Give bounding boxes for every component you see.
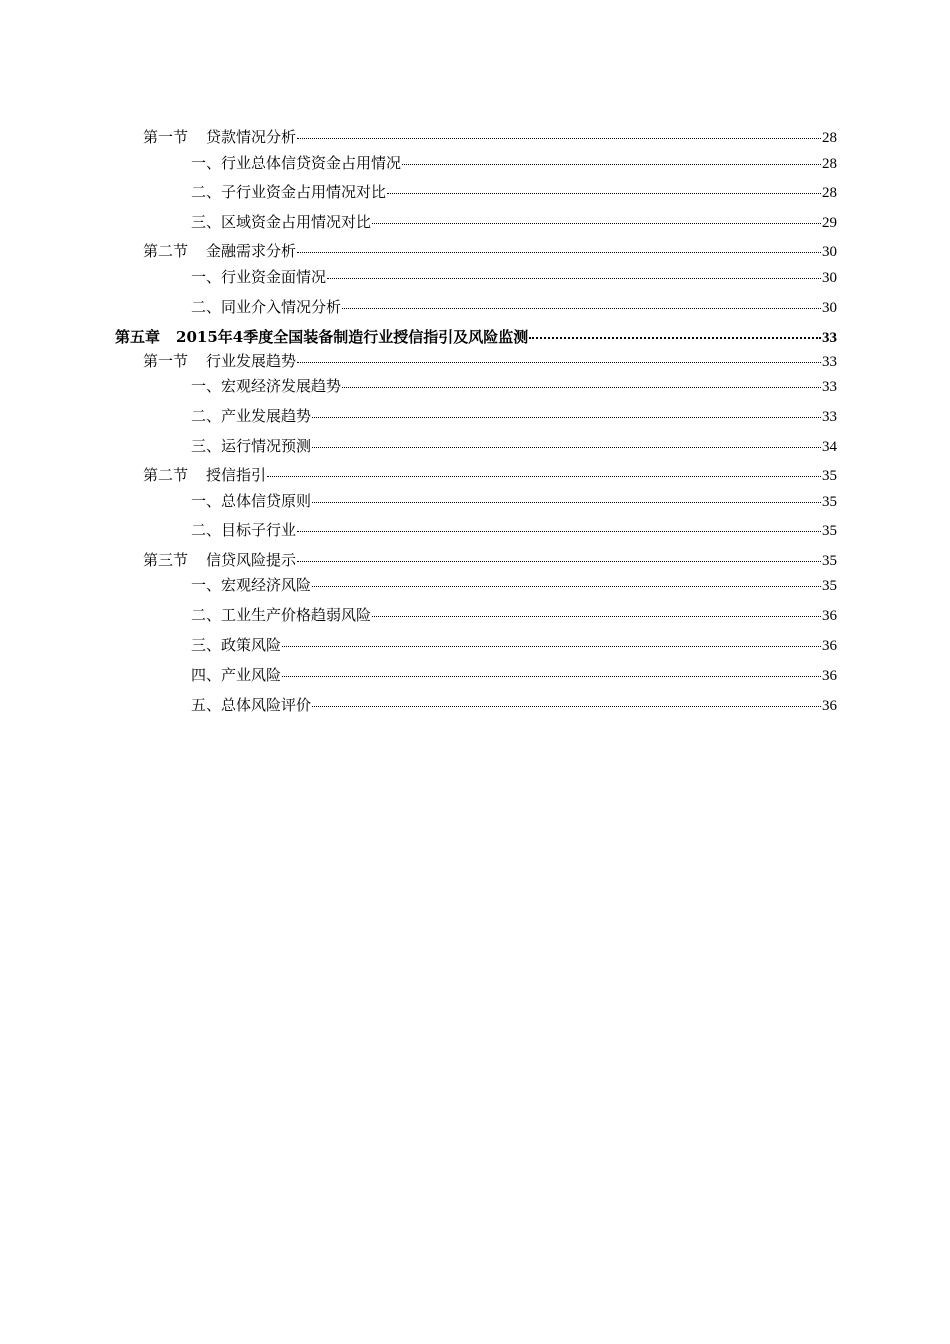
toc-entry-title: 一、总体信贷原则 xyxy=(191,492,312,510)
toc-entry[interactable] xyxy=(191,212,837,233)
toc-entry-title: 2015年4季度全国装备制造行业授信指引及风险监测 xyxy=(176,328,529,346)
toc-entry[interactable] xyxy=(191,575,837,596)
toc-entry-number: 第一节 xyxy=(143,128,189,146)
dot-leader xyxy=(387,193,821,194)
toc-entry-title: 二、产业发展趋势 xyxy=(191,407,312,425)
dot-leader xyxy=(282,646,821,647)
toc-entry-page: 36 xyxy=(822,638,837,654)
dot-leader xyxy=(529,337,821,339)
dot-leader xyxy=(312,706,821,707)
toc-entry-title: 四、产业风险 xyxy=(191,666,282,684)
toc-entry-title: 三、运行情况预测 xyxy=(191,437,312,455)
toc-entry[interactable] xyxy=(191,297,837,318)
toc-entry-title: 金融需求分析 xyxy=(206,242,297,260)
toc-entry-title: 一、行业总体信贷资金占用情况 xyxy=(191,154,402,172)
toc-entry[interactable] xyxy=(143,351,837,372)
toc-entry[interactable] xyxy=(143,127,837,148)
toc-entry[interactable] xyxy=(191,376,837,397)
toc-entry-title: 一、宏观经济风险 xyxy=(191,576,312,594)
dot-leader xyxy=(267,476,821,477)
toc-entry[interactable] xyxy=(143,241,837,262)
dot-leader xyxy=(312,447,821,448)
toc-chapter-entry[interactable] xyxy=(115,327,837,348)
dot-leader xyxy=(342,308,821,309)
toc-entry[interactable] xyxy=(191,406,837,427)
dot-leader xyxy=(327,278,821,279)
toc-entry[interactable] xyxy=(191,153,837,174)
toc-entry-page: 36 xyxy=(822,698,837,714)
toc-entry-title: 行业发展趋势 xyxy=(206,352,297,370)
toc-entry-label xyxy=(143,127,296,147)
toc-entry-number: 第三节 xyxy=(143,551,189,569)
dot-leader xyxy=(297,138,821,139)
toc-entry-title: 一、宏观经济发展趋势 xyxy=(191,377,342,395)
toc-entry[interactable] xyxy=(191,635,837,656)
toc-entry-page: 36 xyxy=(822,668,837,684)
toc-entry-page: 33 xyxy=(822,409,837,425)
dot-leader xyxy=(297,362,821,363)
toc-entry-label xyxy=(143,465,266,485)
toc-entry-page: 30 xyxy=(822,300,837,316)
dot-leader xyxy=(282,676,821,677)
toc-entry-label xyxy=(115,327,528,347)
toc-entry-page: 33 xyxy=(822,330,837,346)
dot-leader xyxy=(402,164,821,165)
toc-entry-number: 第二节 xyxy=(143,242,189,260)
toc-entry-page: 30 xyxy=(822,270,837,286)
toc-entry-page: 34 xyxy=(822,439,837,455)
toc-entry-page: 36 xyxy=(822,608,837,624)
toc-entry-title: 二、子行业资金占用情况对比 xyxy=(191,183,387,201)
toc-entry-page: 28 xyxy=(822,156,837,172)
toc-entry-page: 35 xyxy=(822,494,837,510)
toc-entry-title: 授信指引 xyxy=(206,466,267,484)
toc-entry-page: 30 xyxy=(822,244,837,260)
toc-entry-number: 第二节 xyxy=(143,466,189,484)
toc-entry-title: 二、同业介入情况分析 xyxy=(191,298,342,316)
toc-entry[interactable] xyxy=(191,436,837,457)
toc-entry-title: 贷款情况分析 xyxy=(206,128,297,146)
dot-leader xyxy=(312,586,821,587)
toc-entry-page: 33 xyxy=(822,379,837,395)
toc-entry-title: 五、总体风险评价 xyxy=(191,696,312,714)
dot-leader xyxy=(312,417,821,418)
dot-leader xyxy=(297,252,821,253)
toc-entry-title: 信贷风险提示 xyxy=(206,551,297,569)
toc-entry[interactable] xyxy=(191,665,837,686)
toc-entry-number: 第一节 xyxy=(143,352,189,370)
toc-entry-page: 35 xyxy=(822,553,837,569)
toc-entry-title: 一、行业资金面情况 xyxy=(191,268,327,286)
toc-entry-label xyxy=(143,550,296,570)
toc-entry-title: 二、工业生产价格趋弱风险 xyxy=(191,606,372,624)
toc-entry[interactable] xyxy=(191,491,837,512)
toc-entry[interactable] xyxy=(191,695,837,716)
toc-entry-title: 三、政策风险 xyxy=(191,636,282,654)
toc-entry-page: 29 xyxy=(822,215,837,231)
toc-entry-number: 第五章 xyxy=(115,328,161,346)
toc-entry[interactable] xyxy=(191,267,837,288)
toc-entry-page: 35 xyxy=(822,523,837,539)
toc-entry[interactable] xyxy=(143,465,837,486)
toc-entry[interactable] xyxy=(191,520,837,541)
toc-entry-page: 33 xyxy=(822,354,837,370)
toc-entry-title: 二、目标子行业 xyxy=(191,521,297,539)
toc-entry-label xyxy=(143,351,296,371)
toc-entry-label xyxy=(143,241,296,261)
toc-entry-page: 28 xyxy=(822,130,837,146)
dot-leader xyxy=(297,531,821,532)
toc-entry-page: 35 xyxy=(822,468,837,484)
dot-leader xyxy=(312,502,821,503)
dot-leader xyxy=(372,223,821,224)
toc-entry[interactable] xyxy=(191,182,837,203)
dot-leader xyxy=(297,561,821,562)
dot-leader xyxy=(342,387,821,388)
toc-entry[interactable] xyxy=(143,550,837,571)
toc-entry-title: 三、区域资金占用情况对比 xyxy=(191,213,372,231)
dot-leader xyxy=(372,616,821,617)
toc-entry-page: 35 xyxy=(822,578,837,594)
toc-entry-page: 28 xyxy=(822,185,837,201)
toc-entry[interactable] xyxy=(191,605,837,626)
